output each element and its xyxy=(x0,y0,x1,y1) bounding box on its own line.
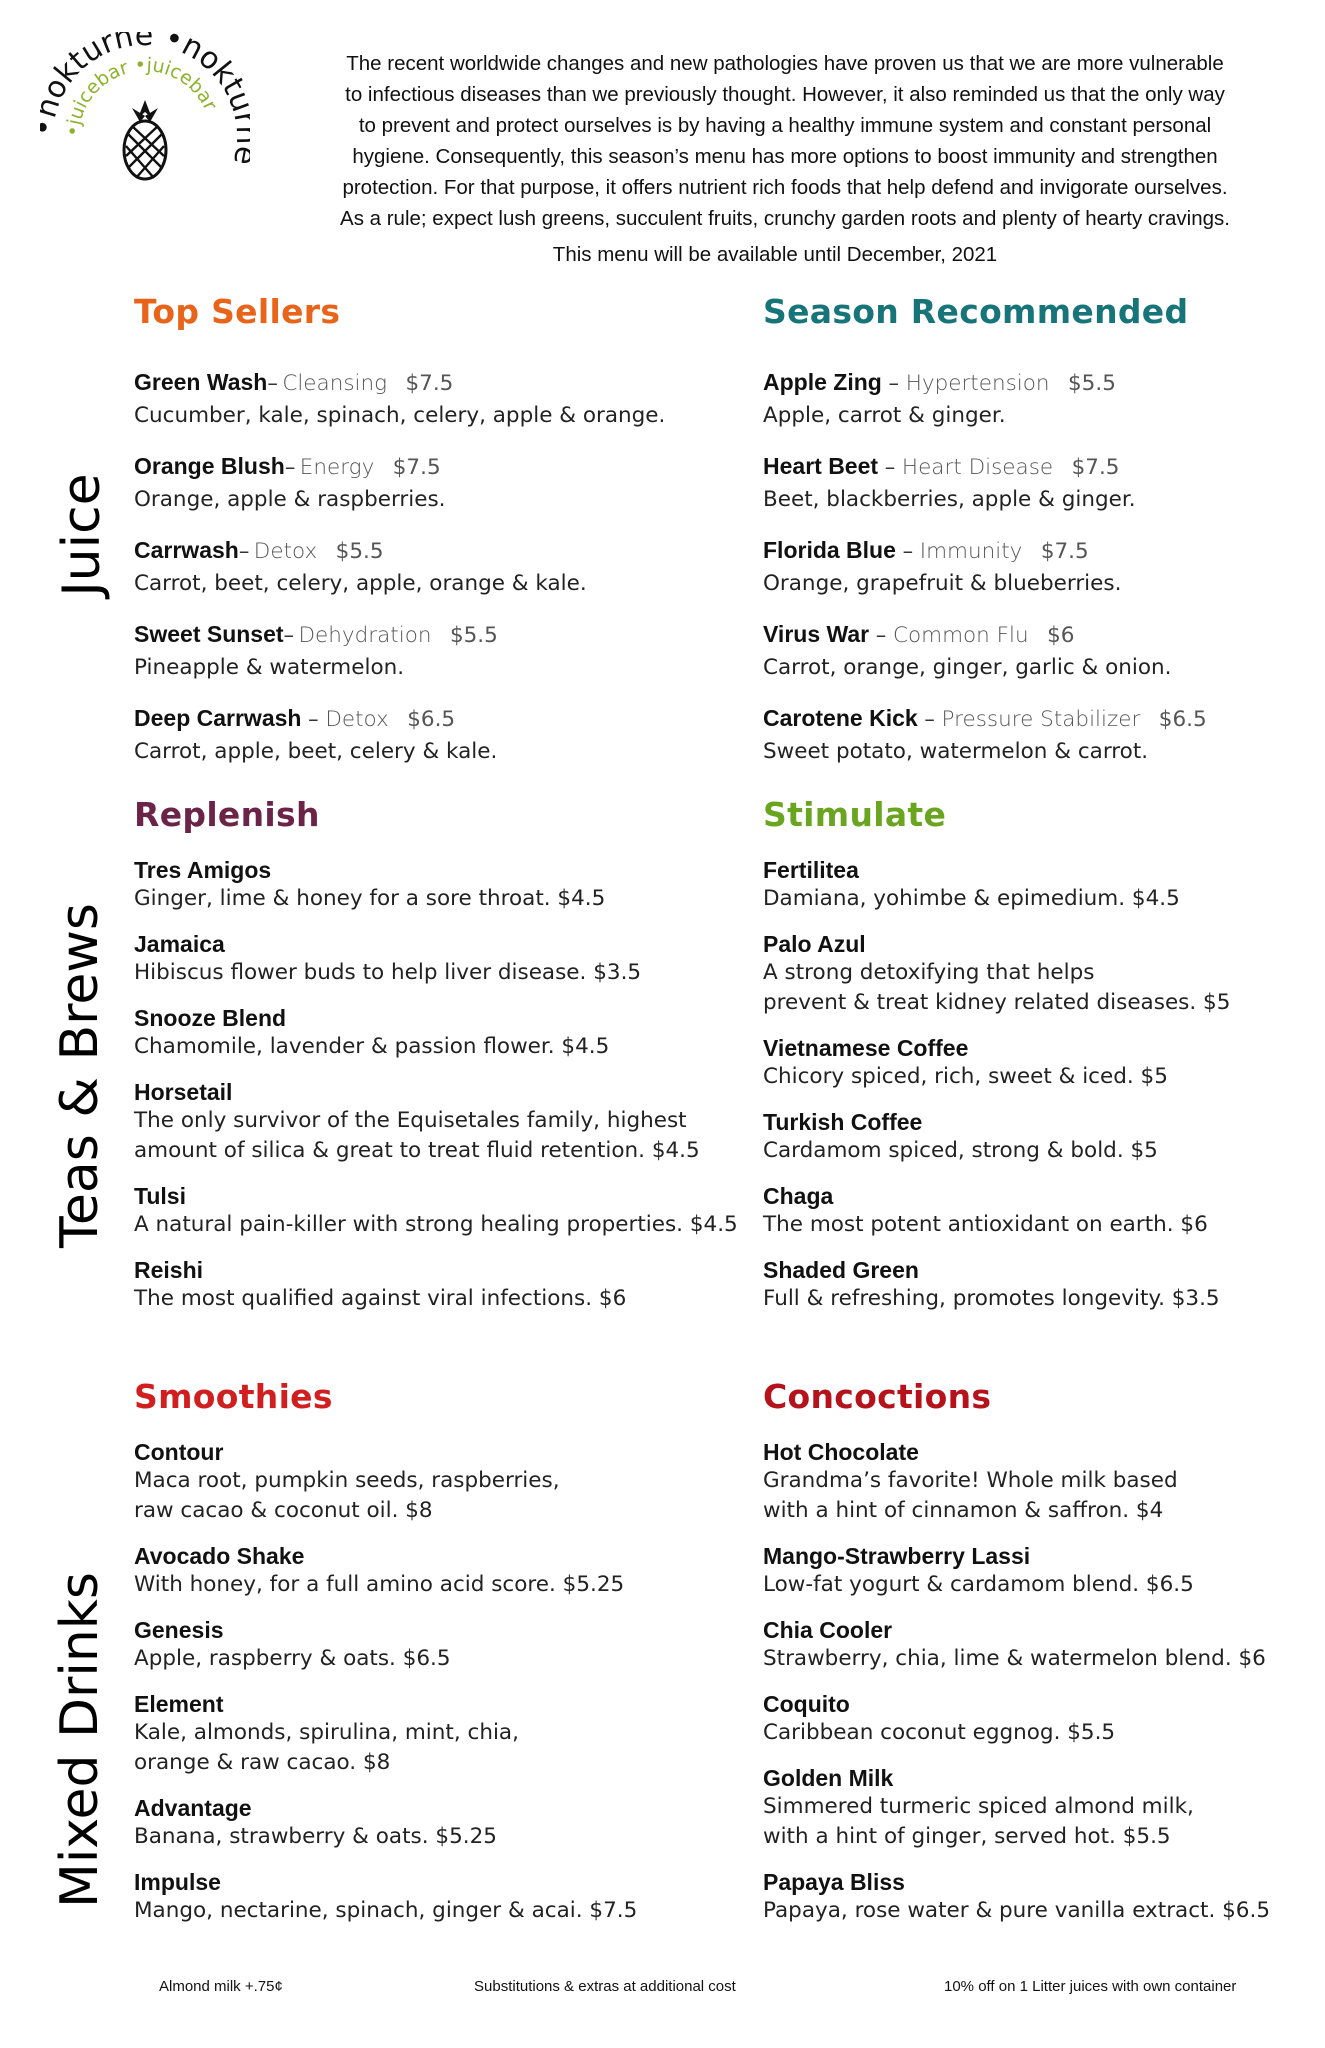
item-name: Element xyxy=(134,1691,224,1717)
item-name: Heart Beet xyxy=(763,453,879,479)
item-dash: – xyxy=(238,539,250,563)
item-header xyxy=(763,367,1325,401)
item-price: $7.5 xyxy=(405,371,454,396)
item-description: Full & refreshing, promotes longevity. $3.5 xyxy=(763,1286,1220,1311)
item-description: Orange, grapefruit & blueberries. xyxy=(763,571,1122,596)
menu-item xyxy=(763,1764,1325,1852)
item-benefit-tag: Pressure Stabilizer xyxy=(941,707,1141,732)
item-description: Grandma’s favorite! Whole milk based xyxy=(763,1468,1178,1493)
item-name: Mango-Strawberry Lassi xyxy=(763,1543,1031,1569)
item-dash: – xyxy=(267,371,278,395)
item-header xyxy=(134,451,734,485)
menu-item xyxy=(134,930,734,988)
item-description: The only survivor of the Equisetales family, highest xyxy=(134,1108,687,1133)
item-header xyxy=(763,535,1325,569)
item-name: Advantage xyxy=(134,1795,252,1821)
nokturne-logo xyxy=(40,32,250,242)
item-description: Hibiscus flower buds to help liver disease. $3.5 xyxy=(134,960,642,985)
item-description: Orange, apple & raspberries. xyxy=(134,487,446,512)
item-description: Mango, nectarine, spinach, ginger & acai. $7.5 xyxy=(134,1898,638,1923)
item-description: A strong detoxifying that helps xyxy=(763,960,1095,985)
menu-item xyxy=(134,1438,734,1526)
menu-item xyxy=(134,619,734,683)
item-dash: – xyxy=(301,707,326,731)
item-name: Deep Carrwash xyxy=(134,705,302,731)
item-dash: – xyxy=(283,623,295,647)
item-description: With honey, for a full amino acid score. $5.25 xyxy=(134,1572,625,1597)
menu-item xyxy=(763,856,1325,914)
item-name: Palo Azul xyxy=(763,931,866,957)
item-name: Turkish Coffee xyxy=(763,1109,923,1135)
footer-almond-milk: Almond milk +.75¢ xyxy=(159,1978,283,1995)
smoothies-column xyxy=(134,1377,734,1942)
menu-item xyxy=(763,619,1325,683)
menu-item xyxy=(763,1616,1325,1674)
item-name: Carrwash xyxy=(134,537,239,563)
item-description: Pineapple & watermelon. xyxy=(134,655,405,680)
section-label-teas: Teas & Brews xyxy=(50,902,110,1248)
intro-line: hygiene. Consequently, this season’s menu has more options to boost immunity and strengthen xyxy=(352,145,1218,168)
item-name: Sweet Sunset xyxy=(134,621,284,647)
item-name: Impulse xyxy=(134,1869,221,1895)
item-name: Shaded Green xyxy=(763,1257,919,1283)
item-benefit-tag: Immunity xyxy=(919,539,1023,564)
item-description: Caribbean coconut eggnog. $5.5 xyxy=(763,1720,1116,1745)
item-name: Jamaica xyxy=(134,931,225,957)
item-description: Strawberry, chia, lime & watermelon blend. $6 xyxy=(763,1646,1266,1671)
item-description: with a hint of cinnamon & saffron. $4 xyxy=(763,1498,1164,1523)
menu-item xyxy=(134,1690,734,1778)
section-label-mixed: Mixed Drinks xyxy=(50,1571,110,1909)
item-description: The most qualified against viral infections. $6 xyxy=(134,1286,627,1311)
item-price: $6.5 xyxy=(407,707,456,732)
item-description: prevent & treat kidney related diseases. $5 xyxy=(763,990,1231,1015)
item-benefit-tag: Heart Disease xyxy=(901,455,1054,480)
item-header xyxy=(134,619,734,653)
item-price: $7.5 xyxy=(1071,455,1120,480)
menu-item xyxy=(763,535,1325,599)
menu-item xyxy=(134,367,734,431)
intro-line: As a rule; expect lush greens, succulent fruits, crunchy garden roots and plenty of hearty cravings. xyxy=(340,207,1230,230)
item-dash: – xyxy=(284,455,296,479)
item-benefit-tag: Detox xyxy=(253,539,318,564)
item-description: Sweet potato, watermelon & carrot. xyxy=(763,739,1149,764)
item-name: Contour xyxy=(134,1439,224,1465)
footer-container-discount: 10% off on 1 Litter juices with own container xyxy=(944,1978,1237,1995)
column-title: Top Sellers xyxy=(134,292,341,331)
item-name: Reishi xyxy=(134,1257,204,1283)
item-description: raw cacao & coconut oil. $8 xyxy=(134,1498,433,1523)
item-price: $7.5 xyxy=(1040,539,1089,564)
stimulate-column xyxy=(763,795,1325,1330)
item-name: Fertilitea xyxy=(763,857,859,883)
item-header xyxy=(134,703,734,737)
menu-item xyxy=(134,1182,738,1240)
menu-item xyxy=(134,1794,734,1852)
item-name: Snooze Blend xyxy=(134,1005,287,1031)
item-name: Tulsi xyxy=(134,1183,186,1209)
replenish-column xyxy=(134,795,738,1330)
item-header xyxy=(134,535,734,569)
item-description: Chamomile, lavender & passion flower. $4.5 xyxy=(134,1034,610,1059)
item-benefit-tag: Dehydration xyxy=(298,623,432,648)
item-name: Green Wash xyxy=(134,369,268,395)
item-description: Carrot, orange, ginger, garlic & onion. xyxy=(763,655,1172,680)
menu-item xyxy=(134,535,734,599)
item-benefit-tag: Common Flu xyxy=(892,623,1029,648)
item-dash: – xyxy=(917,707,942,731)
item-name: Carotene Kick xyxy=(763,705,918,731)
item-name: Chia Cooler xyxy=(763,1617,893,1643)
menu-item xyxy=(134,1616,734,1674)
item-description: amount of silica & great to treat fluid retention. $4.5 xyxy=(134,1138,700,1163)
item-name: Apple Zing xyxy=(763,369,882,395)
item-name: Vietnamese Coffee xyxy=(763,1035,969,1061)
menu-item xyxy=(763,1438,1325,1526)
column-title: Season Recommended xyxy=(763,292,1189,331)
menu-item xyxy=(134,1542,734,1600)
logo-inner-text: •juicebar •juicebar xyxy=(61,53,222,138)
intro-line: protection. For that purpose, it offers nutrient rich foods that help defend and invigorate ourselves. xyxy=(342,176,1228,199)
item-header xyxy=(763,451,1325,485)
item-description: Cucumber, kale, spinach, celery, apple & orange. xyxy=(134,403,666,428)
intro-line: to infectious diseases than we previously thought. However, it also reminded us that the only way xyxy=(345,83,1225,106)
item-dash: – xyxy=(881,371,906,395)
item-benefit-tag: Cleansing xyxy=(282,371,388,396)
item-name: Coquito xyxy=(763,1691,850,1717)
item-description: Ginger, lime & honey for a sore throat. $4.5 xyxy=(134,886,606,911)
item-price: $6.5 xyxy=(1158,707,1207,732)
item-description: Maca root, pumpkin seeds, raspberries, xyxy=(134,1468,560,1493)
item-header xyxy=(134,367,734,401)
item-description: Carrot, apple, beet, celery & kale. xyxy=(134,739,498,764)
item-description: Beet, blackberries, apple & ginger. xyxy=(763,487,1136,512)
menu-item xyxy=(763,1690,1325,1748)
item-name: Avocado Shake xyxy=(134,1543,305,1569)
item-dash: – xyxy=(895,539,920,563)
item-name: Florida Blue xyxy=(763,537,896,563)
item-price: $7.5 xyxy=(392,455,441,480)
item-header xyxy=(763,703,1325,737)
item-description: Banana, strawberry & oats. $5.25 xyxy=(134,1824,497,1849)
menu-item xyxy=(763,1108,1325,1166)
item-price: $5.5 xyxy=(1068,371,1116,396)
item-name: Chaga xyxy=(763,1183,834,1209)
column-title: Concoctions xyxy=(763,1377,992,1416)
logo-outer-text: okturne •nokt xyxy=(40,32,250,105)
item-description: Kale, almonds, spirulina, mint, chia, xyxy=(134,1720,519,1745)
menu-item xyxy=(763,703,1325,767)
item-name: Papaya Bliss xyxy=(763,1869,905,1895)
intro-paragraph xyxy=(280,48,1290,234)
column-title: Replenish xyxy=(134,795,320,834)
item-name: Orange Blush xyxy=(134,453,285,479)
item-name: Horsetail xyxy=(134,1079,233,1105)
item-description: Simmered turmeric spiced almond milk, xyxy=(763,1794,1194,1819)
menu-item xyxy=(763,1542,1325,1600)
item-header xyxy=(763,619,1325,653)
menu-item xyxy=(134,703,734,767)
menu-item xyxy=(134,1868,734,1926)
item-price: $6 xyxy=(1047,623,1075,648)
menu-item xyxy=(763,1182,1325,1240)
item-name: Tres Amigos xyxy=(134,857,272,883)
logo-graphic xyxy=(40,32,250,242)
pineapple-icon xyxy=(124,100,166,179)
item-price: $5.5 xyxy=(335,539,384,564)
item-benefit-tag: Detox xyxy=(325,707,389,732)
season-recommended-column xyxy=(763,292,1325,787)
item-description: orange & raw cacao. $8 xyxy=(134,1750,391,1775)
intro-line: to prevent and protect ourselves is by having a healthy immune system and constant personal xyxy=(358,114,1212,137)
menu-item xyxy=(134,1004,734,1062)
item-description: Apple, carrot & ginger. xyxy=(763,403,1006,428)
item-description: Papaya, rose water & pure vanilla extract. $6.5 xyxy=(763,1898,1271,1923)
item-dash: – xyxy=(878,455,902,479)
menu-item xyxy=(763,1256,1325,1314)
intro-line: The recent worldwide changes and new pathologies have proven us that we are more vulnerable xyxy=(346,52,1224,75)
concoctions-column xyxy=(763,1377,1325,1942)
item-description: with a hint of ginger, served hot. $5.5 xyxy=(763,1824,1171,1849)
item-dash: – xyxy=(869,623,893,647)
item-description: Apple, raspberry & oats. $6.5 xyxy=(134,1646,451,1671)
item-description: The most potent antioxidant on earth. $6 xyxy=(763,1212,1208,1237)
menu-item xyxy=(763,1868,1325,1926)
item-description: Low-fat yogurt & cardamom blend. $6.5 xyxy=(763,1572,1194,1597)
menu-item xyxy=(763,1034,1325,1092)
item-description: Damiana, yohimbe & epimedium. $4.5 xyxy=(763,886,1180,911)
column-title: Smoothies xyxy=(134,1377,333,1416)
item-description: A natural pain-killer with strong healing properties. $4.5 xyxy=(134,1212,738,1237)
item-description: Cardamom spiced, strong & bold. $5 xyxy=(763,1138,1158,1163)
menu-item xyxy=(763,930,1325,1018)
menu-item xyxy=(763,451,1325,515)
item-name: Genesis xyxy=(134,1617,224,1643)
top-sellers-column xyxy=(134,292,734,787)
availability-note: This menu will be available until December, 2021 xyxy=(552,243,998,266)
item-name: Hot Chocolate xyxy=(763,1439,919,1465)
item-price: $5.5 xyxy=(449,623,498,648)
item-benefit-tag: Hypertension xyxy=(905,371,1050,396)
section-label-juice: Juice xyxy=(52,473,112,597)
menu-item xyxy=(134,856,734,914)
item-description: Carrot, beet, celery, apple, orange & kale. xyxy=(134,571,587,596)
item-benefit-tag: Energy xyxy=(299,455,375,480)
menu-item xyxy=(134,1256,734,1314)
item-name: Virus War xyxy=(763,621,870,647)
footer-substitutions: Substitutions & extras at additional cost xyxy=(474,1978,736,1995)
menu-item xyxy=(134,451,734,515)
item-description: Chicory spiced, rich, sweet & iced. $5 xyxy=(763,1064,1168,1089)
menu-item xyxy=(134,1078,734,1166)
item-name: Golden Milk xyxy=(763,1765,894,1791)
menu-item xyxy=(763,367,1325,431)
column-title: Stimulate xyxy=(763,795,947,834)
